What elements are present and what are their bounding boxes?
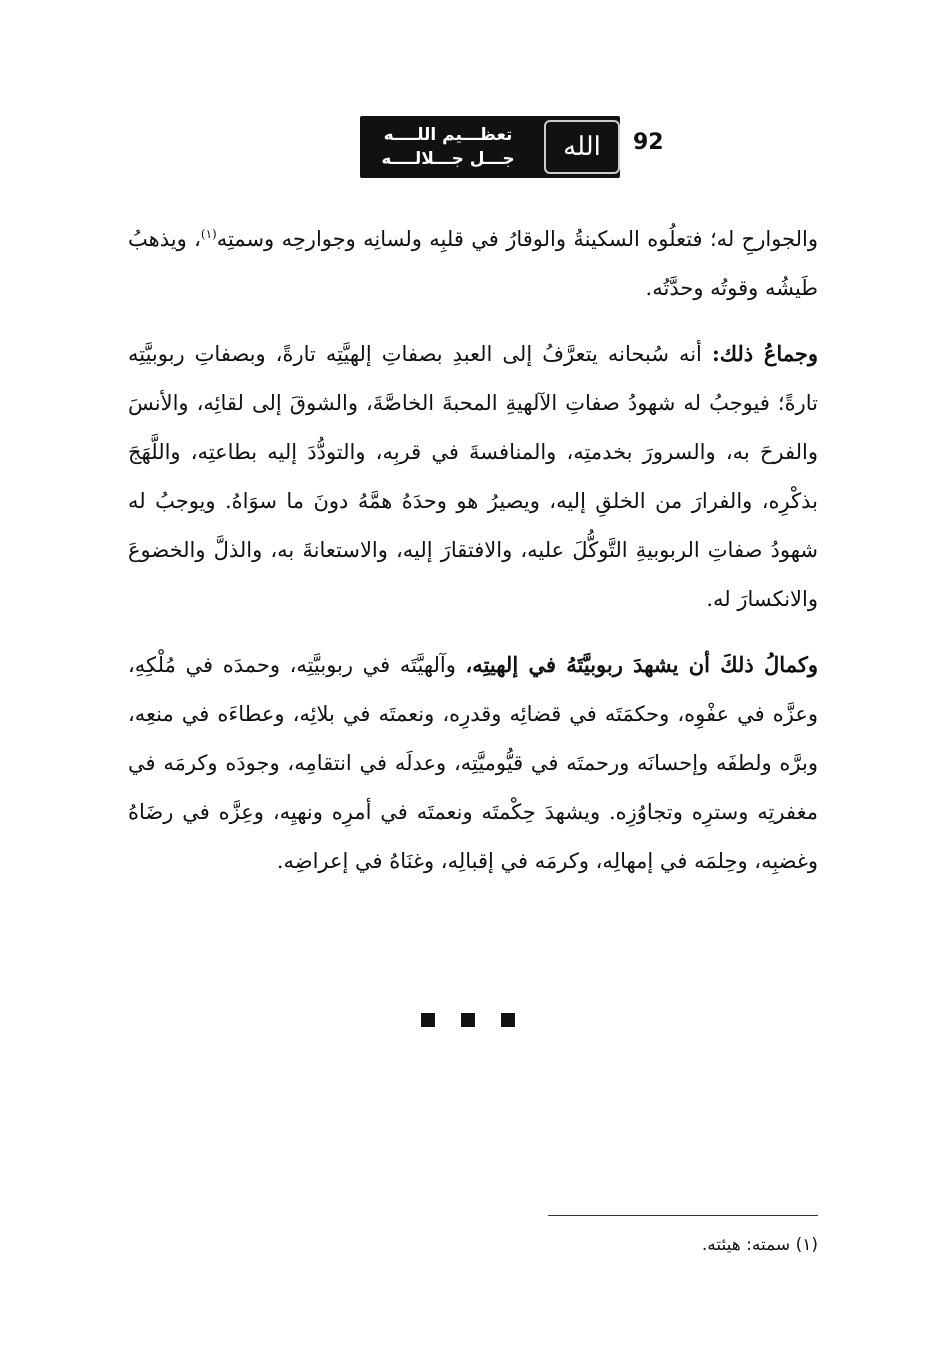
paragraph-2 xyxy=(128,329,818,624)
section-separator xyxy=(0,1013,935,1027)
footnote-marker: (١) xyxy=(200,227,217,241)
paragraph-2-text: أنه سُبحانه يتعرَّفُ إلى العبدِ بصفاتِ إلهيَّتِه تارةً، وبصفاتِ ربوبيَّتِه تارةً؛ فيوجبُ له شهودُ صفاتِ الآلهيةِ المحبةَ الخاصَّةَ، والشوقَ إلى لقائِه، والأنسَ والفرحَ به، والسرورَ بخدمتِه، والمنافسةَ في قربِه، والتودُّدَ إليه بطاعتِه، واللَّهَجَ بذكْرِه، والفرارَ من الخلقِ إليه، ويصيرُ هو وحدَهُ همَّهُ دونَ ما سوَاهُ. ويوجبُ له شهودُ صفاتِ الربوبيةِ التَّوكُّلَ عليه، والافتقارَ إليه، والاستعانةَ به، والذلَّ والخضوعَ والانكسارَ له. xyxy=(128,342,818,611)
paragraph-3-text: وآلهيَّتَه في ربوبيَّتِه، وحمدَه في مُلْكِهِ، وعزَّه في عفْوِه، وحكمَتَه في قضائِه وقدرِه، ونعمتَه في بلائِه، وعطاءَه في منعِه، وبرَّه ولطفَه وإحسانَه ورحمتَه في قيُّوميَّتِه، وعدلَه في انتقامِه، وجودَه وكرمَه في مغفرتِه وسترِه وتجاوُزِه. ويشهدَ حِكْمتَه ونعمتَه في أمرِه ونهيِه، وعِزَّه في رضَاهُ وغضبِه، وحِلمَه في إمهالِه، وكرمَه في إقبالِه، وغنَاهُ في إعراضِه. xyxy=(128,653,818,873)
paragraph-1-text-a: والجوارحِ له؛ فتعلُوه السكينةُ والوقارُ في قلبِه ولسانِه وجوارحِه وسمتِه xyxy=(216,227,818,251)
footnote-divider xyxy=(548,1215,818,1216)
separator-square-icon xyxy=(421,1013,435,1027)
book-title xyxy=(360,123,536,171)
book-title-line1: تعظـــيم اللــــه xyxy=(383,125,513,145)
separator-square-icon xyxy=(461,1013,475,1027)
paragraph-1 xyxy=(128,215,818,313)
footnote: (١) سمته: هيئته. xyxy=(701,1235,818,1255)
paragraph-2-lead: وجماعُ ذلك: xyxy=(711,341,819,366)
paragraph-3 xyxy=(128,640,818,886)
paragraph-3-lead: وكمالُ ذلكَ أن يشهدَ ربوبيَّتَهُ في إلهيتِه، xyxy=(465,652,818,677)
header-title-box xyxy=(360,116,620,178)
book-title-line2: جـــل جـــلالــــه xyxy=(381,149,515,169)
page-header xyxy=(355,112,695,184)
separator-square-icon xyxy=(501,1013,515,1027)
paragraph-1-text-b: ، ويذهبُ طَيشُه وقوتُه وحدَّتُه. xyxy=(128,227,818,300)
page-number: 92 xyxy=(633,130,664,155)
main-text xyxy=(128,215,818,902)
allah-calligraphy-emblem: الله xyxy=(544,120,620,174)
